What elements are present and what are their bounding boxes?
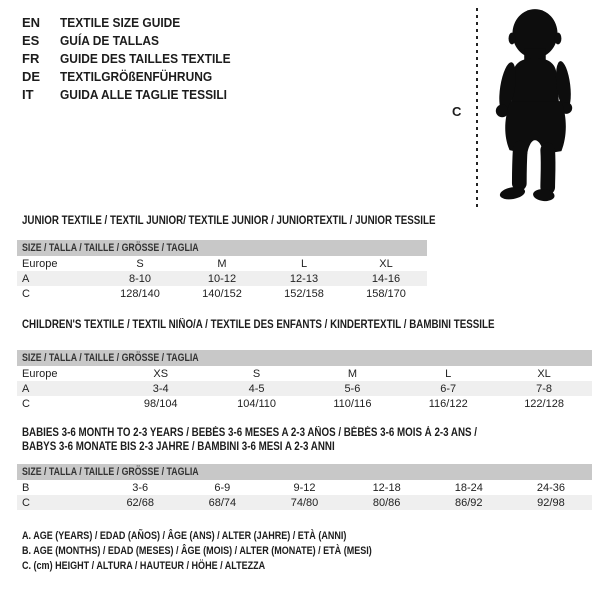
language-row <box>22 49 245 67</box>
table-cell: 9-12 <box>293 481 316 494</box>
table-title-line: BABIES 3-6 MONTH TO 2-3 YEARS / BEBÉS 3-6 MESES A 2-3 AÑOS / BÉBÉS 3-6 MOIS À 2-3 ANS / <box>22 427 478 439</box>
size-header-bar <box>17 464 592 480</box>
table-row <box>17 271 427 286</box>
language-code: IT <box>22 86 34 102</box>
language-title: GUIDA ALLE TAGLIE TESSILI <box>60 86 228 102</box>
row-label: A <box>22 382 30 395</box>
table-cell: 80/86 <box>372 496 401 509</box>
table-cell: L <box>445 367 452 380</box>
childrens-textile-section <box>17 318 592 411</box>
table-cell: 8-10 <box>128 272 152 285</box>
language-row <box>22 67 245 85</box>
language-title: TEXTILE SIZE GUIDE <box>60 14 181 30</box>
row-label: Europe <box>22 257 58 270</box>
table-title <box>22 214 436 228</box>
table-cell: 3-6 <box>132 481 149 494</box>
table-cell: 4-5 <box>248 382 265 395</box>
table-title <box>22 426 592 454</box>
table-row <box>17 286 427 301</box>
legend-notes <box>22 529 449 574</box>
table-cell: 7-8 <box>536 382 553 395</box>
table-cell: XL <box>537 367 551 380</box>
row-label: Europe <box>22 367 58 380</box>
table-cell: S <box>252 367 261 380</box>
size-header-bar <box>17 240 427 256</box>
table-row <box>17 366 592 381</box>
table-row <box>17 396 592 411</box>
table-cell: 12-18 <box>372 481 401 494</box>
table-cell: M <box>347 367 357 380</box>
language-title: GUIDE DES TAILLES TEXTILE <box>60 50 231 66</box>
table-cell: 122/128 <box>524 397 564 410</box>
size-table <box>17 240 427 301</box>
table-cell: 110/116 <box>333 397 372 410</box>
size-header-row <box>17 240 427 256</box>
size-header-bar <box>17 350 592 366</box>
language-code: EN <box>22 14 41 30</box>
height-measure-label: C <box>452 104 462 119</box>
row-label: C <box>22 496 30 509</box>
table-cell: S <box>136 257 144 270</box>
table-cell: 152/158 <box>284 287 324 300</box>
table-cell: 92/98 <box>537 496 565 509</box>
table-cell: 116/122 <box>428 397 468 410</box>
legend-note-c: C. (cm) HEIGHT / ALTURA / HAUTEUR / HÖHE / ALTEZZA <box>22 560 266 572</box>
size-header-row <box>17 464 592 480</box>
size-header-text: SIZE / TALLA / TAILLE / GRÖSSE / TAGLIA <box>22 466 199 478</box>
table-cell: 14-16 <box>371 272 401 285</box>
legend-note-a: A. AGE (YEARS) / EDAD (AÑOS) / ÂGE (ANS) / ALTER (JAHRE) / ETÀ (ANNI) <box>22 530 347 542</box>
size-table <box>17 350 592 411</box>
row-label: A <box>22 272 30 285</box>
table-title-line: CHILDREN'S TEXTILE / TEXTIL NIÑO/A / TEXTILE DES ENFANTS / KINDERTEXTIL / BAMBINI TESSILE <box>22 319 495 331</box>
junior-textile-section <box>17 214 436 301</box>
height-measure-dotted-line <box>476 8 478 208</box>
table-row <box>17 256 427 271</box>
row-label: B <box>22 481 30 494</box>
table-title-line: BABYS 3-6 MONATE BIS 2-3 JAHRE / BAMBINI 3-6 MESI A 2-3 ANNI <box>22 441 335 453</box>
table-cell: 140/152 <box>202 287 242 300</box>
table-cell: 62/68 <box>126 496 154 509</box>
language-row <box>22 85 245 103</box>
table-row <box>17 495 592 510</box>
language-title-list <box>22 13 245 103</box>
table-cell: L <box>300 257 308 270</box>
language-row <box>22 31 245 49</box>
size-header-text: SIZE / TALLA / TAILLE / GRÖSSE / TAGLIA <box>22 352 199 364</box>
table-cell: 86/92 <box>455 496 483 509</box>
babies-textile-section <box>17 426 592 510</box>
table-cell: 12-13 <box>289 272 319 285</box>
language-row <box>22 13 245 31</box>
language-code: DE <box>22 68 41 84</box>
row-label: C <box>22 397 30 410</box>
table-cell: 10-12 <box>207 272 237 285</box>
size-header-text: SIZE / TALLA / TAILLE / GRÖSSE / TAGLIA <box>22 242 199 254</box>
table-cell: 68/74 <box>208 496 237 509</box>
size-header-row <box>17 350 592 366</box>
table-row <box>17 480 592 495</box>
table-cell: 128/140 <box>120 287 160 300</box>
language-code: FR <box>22 50 40 66</box>
table-cell: 18-24 <box>454 481 483 494</box>
table-cell: 5-6 <box>344 382 361 395</box>
size-table <box>17 464 592 510</box>
baby-silhouette <box>487 4 581 210</box>
table-cell: 6-9 <box>214 481 231 494</box>
legend-note-b: B. AGE (MONTHS) / EDAD (MESES) / ÂGE (MOIS) / ALTER (MONATE) / ETÀ (MESI) <box>22 545 372 557</box>
row-label: C <box>22 287 30 300</box>
table-cell: 3-4 <box>152 382 169 395</box>
language-title: GUÍA DE TALLAS <box>60 32 160 48</box>
table-cell: 104/110 <box>237 397 277 410</box>
table-title <box>22 318 592 332</box>
table-row <box>17 381 592 396</box>
table-cell: XS <box>153 367 169 380</box>
language-title: TEXTILGRÖßENFÜHRUNG <box>60 68 213 84</box>
table-cell: 6-7 <box>440 382 457 395</box>
table-title-line: JUNIOR TEXTILE / TEXTIL JUNIOR/ TEXTILE JUNIOR / JUNIORTEXTIL / JUNIOR TESSILE <box>22 215 436 227</box>
table-cell: 158/170 <box>366 287 406 300</box>
language-code: ES <box>22 32 40 48</box>
table-cell: XL <box>379 257 393 270</box>
table-cell: 98/104 <box>143 397 178 410</box>
table-cell: M <box>217 257 227 270</box>
table-cell: 24-36 <box>536 481 565 494</box>
table-cell: 74/80 <box>290 496 319 509</box>
